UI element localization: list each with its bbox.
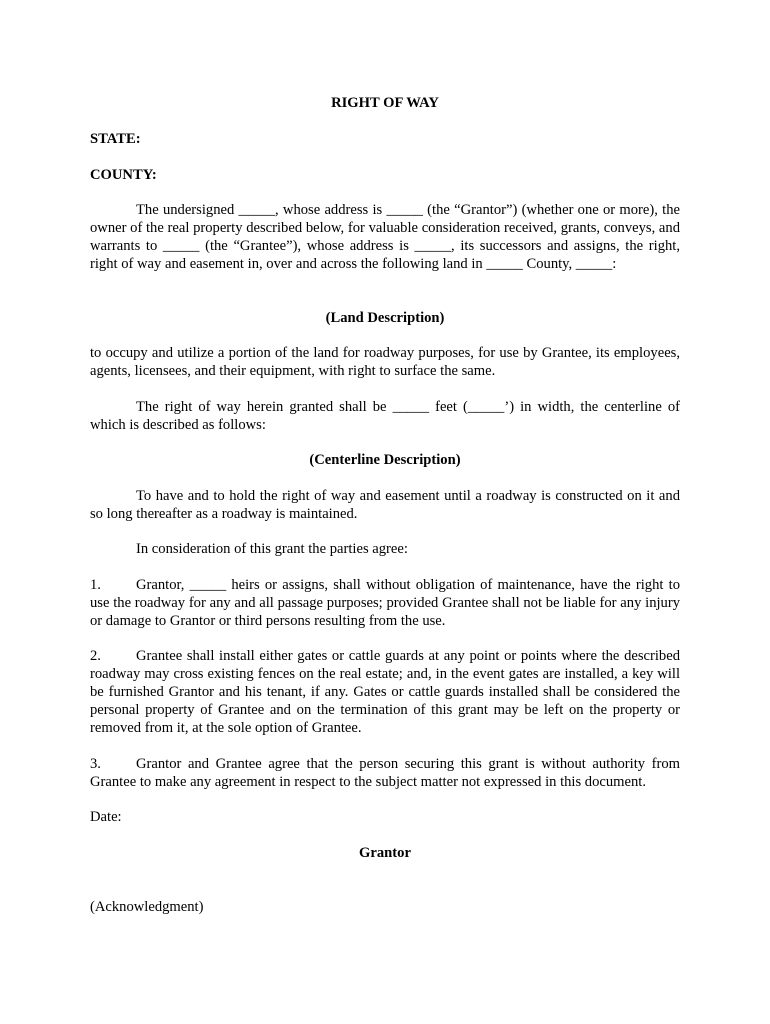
document-title: RIGHT OF WAY — [331, 95, 439, 111]
clause-3 — [90, 755, 680, 791]
clause-number: 3. — [90, 756, 101, 772]
consideration-paragraph: In consideration of this grant the parties agree: — [136, 541, 408, 557]
grantor-signature-label: Grantor — [359, 845, 411, 861]
hold-paragraph: To have and to hold the right of way and easement until a roadway is constructed on it and so long thereafter as a roadway is maintained. — [90, 488, 680, 522]
clause-2 — [90, 647, 680, 737]
date-label: Date: — [90, 809, 122, 825]
acknowledgment-label: (Acknowledgment) — [90, 899, 204, 915]
land-description-heading: (Land Description) — [325, 310, 445, 326]
width-paragraph: The right of way herein granted shall be _____ feet (_____’) in width, the centerline of which is described as follows: — [90, 399, 680, 433]
clause-number: 2. — [90, 648, 101, 664]
intro-paragraph: The undersigned _____, whose address is _____ (the “Grantor”) (whether one or more), the owner of the real property described below, for valuable consideration received, grants, conveys, and warrants to _____ (the “Grantee”), whose address is _____, its successors and assigns, the right, right of way and easement in, over and across the following land in _____ County, _____: — [90, 202, 680, 272]
clause-1 — [90, 576, 680, 630]
clause-text: Grantee shall install either gates or cattle guards at any point or points where the described roadway may cross existing fences on the real estate; and, in the event gates are installed, a key will be furnished Grantor and his tenant, if any. Gates or cattle guards installed shall be considered the personal property of Grantee and on the termination of this grant may be left on the property or removed from it, at the sole option of Grantee. — [90, 648, 680, 736]
occupy-paragraph: to occupy and utilize a portion of the land for roadway purposes, for use by Grantee, its employees, agents, licensees, and their equipment, with right to surface the same. — [90, 345, 680, 379]
state-label: STATE: — [90, 131, 141, 147]
clause-number: 1. — [90, 577, 101, 593]
centerline-description-heading: (Centerline Description) — [309, 452, 461, 468]
county-label: COUNTY: — [90, 167, 157, 183]
clause-text: Grantor and Grantee agree that the person securing this grant is without authority from Grantee to make any agreement in respect to the subject matter not expressed in this document. — [90, 756, 680, 790]
clause-text: Grantor, _____ heirs or assigns, shall without obligation of maintenance, have the right to use the roadway for any and all passage purposes; provided Grantee shall not be liable for any injury or damage to Grantor or third persons resulting from the use. — [90, 577, 680, 629]
